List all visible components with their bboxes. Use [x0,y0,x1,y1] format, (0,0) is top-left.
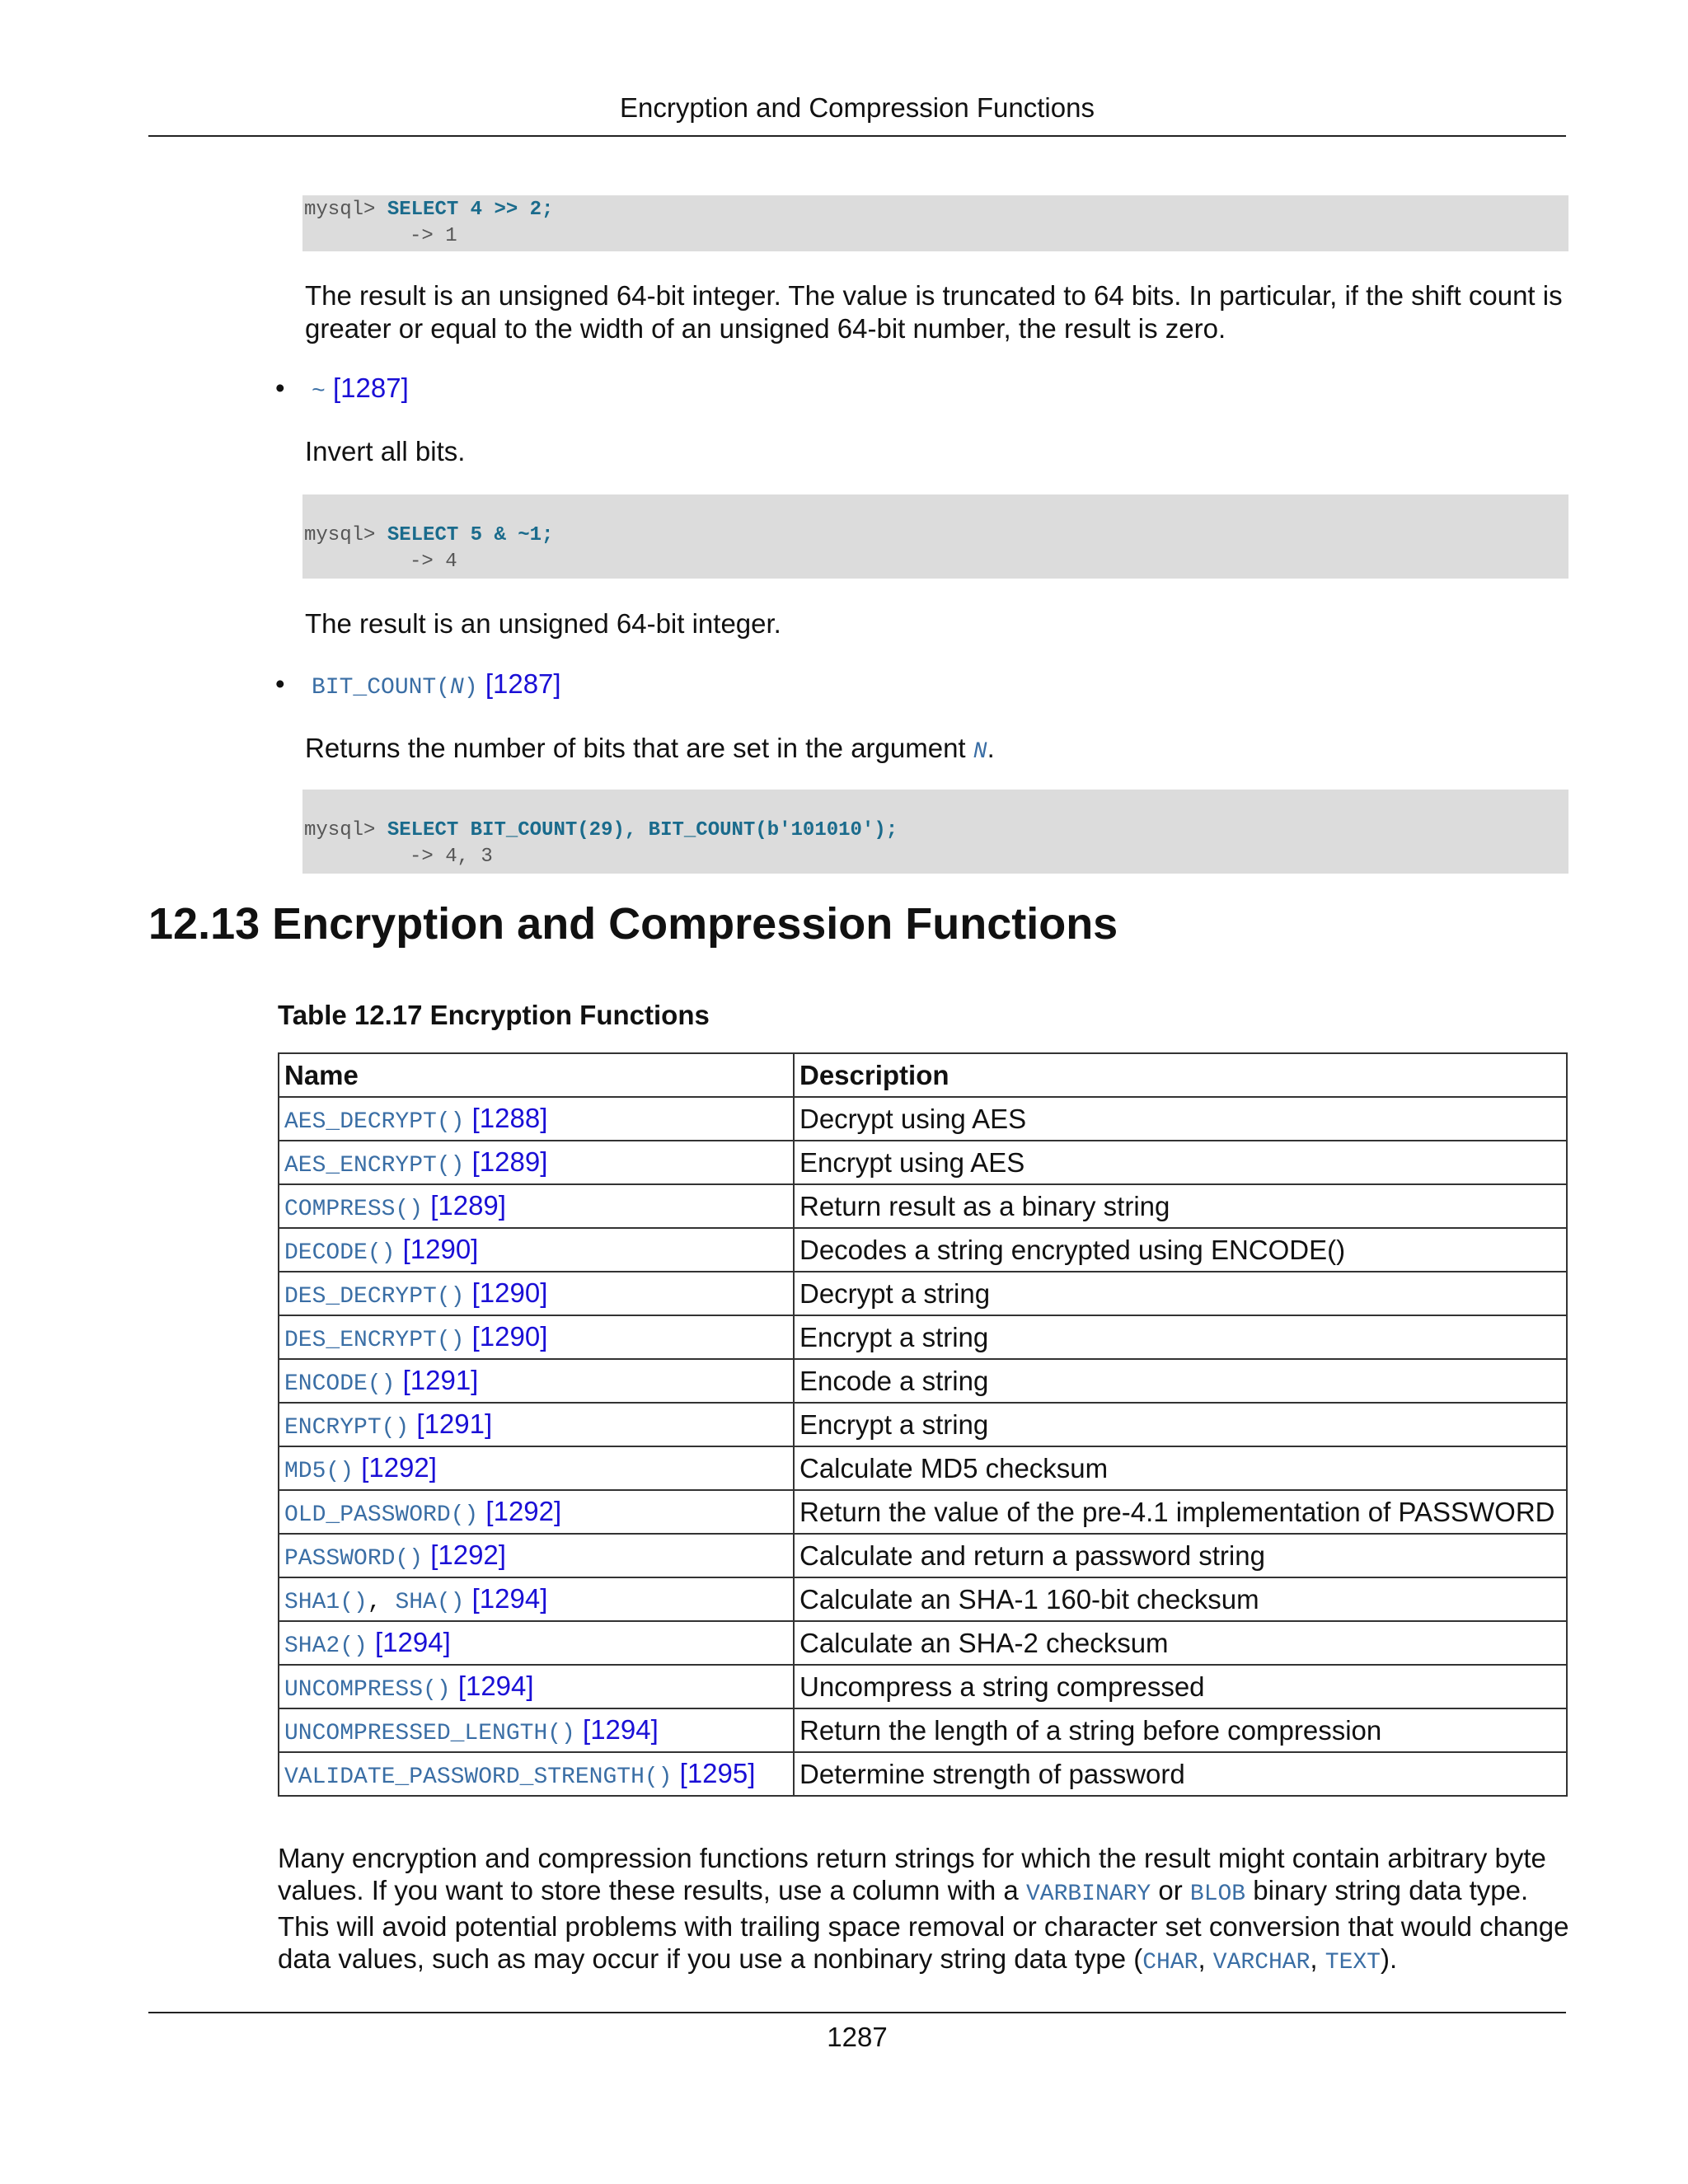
page-ref-link[interactable]: [1288] [471,1103,548,1133]
table-row [279,1184,1567,1228]
function-description-cell: Encrypt a string [794,1315,1567,1359]
code-command: SELECT BIT_COUNT(29), BIT_COUNT(b'101010'); [387,819,898,841]
table-row [279,1272,1567,1315]
function-name-cell [279,1708,794,1752]
page-ref-link[interactable]: [1294] [375,1627,451,1657]
bullet-bitcount-head [312,668,561,705]
function-name-cell [279,1621,794,1665]
code-result: -> 1 [410,225,457,247]
bullet-invert-head [312,372,409,409]
page-ref-link[interactable]: [1292] [430,1540,506,1570]
function-description-cell: Decrypt a string [794,1272,1567,1315]
page-ref-link[interactable]: [1289] [471,1146,548,1177]
section-title: 12.13 Encryption and Compression Functions [148,899,1118,949]
function-link[interactable]: OLD_PASSWORD() [284,1502,479,1528]
function-description-cell: Encode a string [794,1359,1567,1403]
page-ref-link[interactable]: [1290] [471,1277,548,1308]
code-result: -> 4, 3 [410,846,493,868]
footer-rule [148,2012,1566,2013]
function-link[interactable]: SHA1() [284,1590,368,1615]
code-link-bit-count[interactable] [312,675,478,701]
function-name-cell [279,1534,794,1577]
function-description-cell: Return result as a binary string [794,1184,1567,1228]
table-row [279,1752,1567,1796]
table-row [279,1490,1567,1534]
column-header-name: Name [279,1053,794,1097]
closing-separator: , [1198,1943,1213,1974]
function-name-cell [279,1184,794,1228]
function-name-cell [279,1403,794,1446]
table-row [279,1621,1567,1665]
table-row [279,1708,1567,1752]
function-link[interactable]: PASSWORD() [284,1546,424,1572]
bitcount-desc-prefix: Returns the number of bits that are set in the argument [305,733,966,763]
table-row [279,1359,1567,1403]
code-prompt: mysql> [304,819,376,841]
function-name-cell [279,1577,794,1621]
page-ref-link[interactable]: [1294] [457,1671,534,1701]
code-link-prefix: BIT_COUNT( [312,675,451,701]
header-rule [148,135,1566,137]
page-ref-link[interactable]: [1294] [471,1583,548,1614]
function-name-cell [279,1097,794,1141]
code-link-varbinary[interactable]: VARBINARY [1025,1882,1151,1907]
page-ref-link[interactable]: [1292] [361,1452,437,1483]
closing-paragraph [278,1842,1572,1979]
function-name-cell [279,1228,794,1272]
bitcount-desc-suffix: . [987,733,995,763]
function-name-cell [279,1490,794,1534]
encryption-functions-table [278,1052,1568,1797]
code-link-text[interactable]: TEXT [1325,1950,1381,1975]
page-ref-link[interactable]: [1292] [485,1496,562,1526]
function-link[interactable]: UNCOMPRESS() [284,1677,451,1703]
function-link[interactable]: SHA2() [284,1633,368,1659]
function-name-cell [279,1752,794,1796]
table-row [279,1315,1567,1359]
function-description-cell: Return the value of the pre-4.1 implementation of PASSWORD [794,1490,1567,1534]
function-name-cell [279,1665,794,1708]
page-ref-link[interactable]: [1289] [430,1190,506,1221]
code-result: -> 4 [410,551,457,573]
function-link[interactable]: ENCODE() [284,1371,396,1397]
function-name-cell [279,1446,794,1490]
shift-result-text: The result is an unsigned 64-bit integer. The value is truncated to 64 bits. In particular, if the shift count is greater or equal to the width of an unsigned 64-bit number, the result is zero. [305,280,1563,344]
table-row [279,1141,1567,1184]
function-name-cell [279,1272,794,1315]
bullet-marker: • [275,373,285,403]
bitcount-desc [305,732,1574,769]
code-prompt: mysql> [304,524,376,546]
separator: , [367,1590,396,1615]
bullet-marker: • [275,668,285,699]
page-ref-link[interactable]: [1290] [402,1234,479,1264]
function-name-cell [279,1315,794,1359]
code-command: SELECT 5 & ~1; [387,524,554,546]
function-link[interactable]: DECODE() [284,1240,396,1266]
function-link[interactable]: DES_ENCRYPT() [284,1328,465,1353]
closing-separator: , [1310,1943,1325,1974]
function-description-cell: Decrypt using AES [794,1097,1567,1141]
function-description-cell: Calculate an SHA-2 checksum [794,1621,1567,1665]
function-description-cell: Calculate MD5 checksum [794,1446,1567,1490]
closing-text: or [1158,1875,1183,1905]
code-block-shift [302,195,1568,251]
function-link[interactable]: DES_DECRYPT() [284,1284,465,1310]
code-prompt: mysql> [304,199,376,221]
page-ref-link[interactable]: [1287] [332,373,409,403]
function-link[interactable]: AES_ENCRYPT() [284,1153,465,1179]
code-arg: N [450,675,464,701]
table-header-row [279,1053,1567,1097]
function-description-cell: Uncompress a string compressed [794,1665,1567,1708]
page-number: 1287 [827,2022,888,2052]
page-ref-link[interactable]: [1294] [583,1714,659,1745]
code-arg: N [973,739,987,765]
page-ref-link[interactable]: [1290] [471,1321,548,1352]
invert-result-text: The result is an unsigned 64-bit integer. [305,608,781,639]
page-ref-link[interactable]: [1287] [485,668,561,699]
code-link-tilde[interactable]: ~ [312,379,326,405]
page-ref-link[interactable]: [1295] [679,1758,756,1788]
table-row [279,1446,1567,1490]
function-description-cell: Encrypt a string [794,1403,1567,1446]
page-ref-link[interactable]: [1291] [402,1365,479,1395]
function-description-cell: Return the length of a string before compression [794,1708,1567,1752]
function-description-cell: Encrypt using AES [794,1141,1567,1184]
function-description-cell: Decodes a string encrypted using ENCODE() [794,1228,1567,1272]
closing-text: Many encryption and compression functions return strings for which the result might contain arbitrary byte values. If you want to store these results, use a column with a [278,1843,1546,1905]
table-row [279,1228,1567,1272]
function-description-cell: Calculate an SHA-1 160-bit checksum [794,1577,1567,1621]
function-link[interactable]: UNCOMPRESSED_LENGTH() [284,1721,575,1746]
function-name-cell [279,1141,794,1184]
code-link-blob[interactable]: BLOB [1189,1882,1246,1907]
code-link-varchar[interactable]: VARCHAR [1212,1950,1311,1975]
table-row [279,1403,1567,1446]
code-link-char[interactable]: CHAR [1142,1950,1198,1975]
function-link[interactable]: AES_DECRYPT() [284,1109,465,1135]
running-header: Encryption and Compression Functions [620,92,1095,123]
closing-text: binary string data type. This will avoid potential problems with trailing space removal or character set conversion that would change data values, such as may occur if you use a nonbinary string data type ( [278,1875,1569,1974]
code-block-bitcount [302,790,1568,874]
table-row [279,1534,1567,1577]
function-link[interactable]: ENCRYPT() [284,1415,410,1441]
function-link[interactable]: MD5() [284,1459,354,1484]
table-row [279,1577,1567,1621]
code-block-invert [302,494,1568,579]
function-link[interactable]: SHA() [395,1590,465,1615]
code-command: SELECT 4 >> 2; [387,199,554,221]
function-link[interactable]: COMPRESS() [284,1197,424,1222]
invert-text: Invert all bits. [305,436,466,466]
function-name-cell [279,1359,794,1403]
code-link-suffix: ) [463,675,478,701]
page-ref-link[interactable]: [1291] [416,1408,493,1439]
function-link[interactable]: VALIDATE_PASSWORD_STRENGTH() [284,1765,673,1790]
column-header-description: Description [794,1053,1567,1097]
table-row [279,1665,1567,1708]
table-caption: Table 12.17 Encryption Functions [278,1000,710,1030]
function-description-cell: Calculate and return a password string [794,1534,1567,1577]
closing-text: ). [1380,1943,1398,1974]
table-row [279,1097,1567,1141]
function-description-cell: Determine strength of password [794,1752,1567,1796]
